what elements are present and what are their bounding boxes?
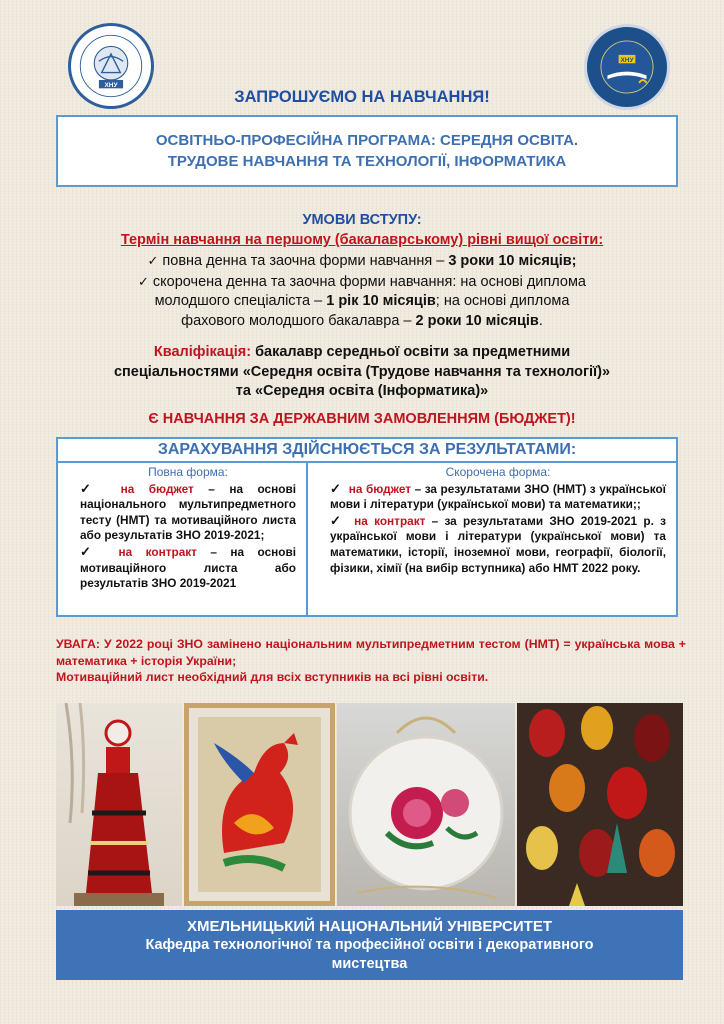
motanka-doll-photo bbox=[56, 703, 182, 906]
right-logo-text: ХНУ bbox=[620, 56, 634, 64]
check-icon: ✓ bbox=[138, 273, 149, 289]
footer-department-line-1: Кафедра технологічної та професійної освіти і декоративного bbox=[145, 936, 594, 953]
term-heading: Термін навчання на першому (бакалаврському) рівні вищої освіти: bbox=[120, 232, 604, 248]
warning-line-1: УВАГА: У 2022 році ЗНО замінено національним мультипредметним тестом (НМТ) = українська мова + математика + історія України; bbox=[56, 637, 686, 668]
footer-university: ХМЕЛЬНИЦЬКИЙ НАЦІОНАЛЬНИЙ УНІВЕРСИТЕТ bbox=[187, 917, 552, 935]
program-line-1: ОСВІТНЬО-ПРОФЕСІЙНА ПРОГРАМА: СЕРЕДНЯ ОСВІТА. bbox=[155, 132, 579, 149]
check-icon: ✓ bbox=[147, 253, 159, 268]
program-line-2: ТРУДОВЕ НАВЧАННЯ ТА ТЕХНОЛОГІЇ, ІНФОРМАТИКА bbox=[167, 153, 567, 170]
enrollment-box bbox=[56, 437, 678, 617]
full-form-heading: Повна форма: bbox=[148, 465, 228, 479]
check-icon: ✓ bbox=[330, 480, 342, 496]
check-icon: ✓ bbox=[80, 543, 102, 559]
conditions-heading: УМОВИ ВСТУПУ: bbox=[302, 212, 422, 228]
embroidered-rooster-photo bbox=[184, 703, 335, 906]
full-form-column bbox=[58, 463, 308, 617]
term-list bbox=[0, 251, 724, 331]
term-item-full: ✓ повна денна та заочна форми навчання – 3 роки 10 місяців; bbox=[147, 253, 577, 269]
short-form-heading: Скорочена форма: bbox=[445, 465, 551, 479]
pysanky-eggs-photo bbox=[517, 703, 683, 906]
warning-line-2: Мотиваційний лист необхідний для всіх вступників на всі рівні освіти. bbox=[56, 670, 489, 684]
term-item-short: ✓ скорочена денна та заочна форми навчання: на основі диплома bbox=[138, 273, 586, 290]
warning-notice bbox=[56, 636, 686, 686]
invite-heading: ЗАПРОШУЄМО НА НАВЧАННЯ! bbox=[234, 88, 490, 106]
full-contract-item: ✓ на контракт – на основі мотиваційного листа або результатів ЗНО 2019-2021 bbox=[80, 543, 296, 591]
short-contract-item: ✓ на контракт – за результатами ЗНО 2019-2021 р. з української мови і літератури (української мови) та математики, історії, іноземної мови, географії, біології, фізики, хімії (на вибір вступника) або НМТ 2022 року. bbox=[330, 512, 666, 575]
qualification: Кваліфікація: бакалавр середньої освіти за предметними спеціальностями «Середня освіта (Трудове навчання та технології)» та «Середня освіта (Інформатика)» bbox=[113, 344, 611, 399]
short-form-column bbox=[308, 463, 676, 617]
budget-notice: Є НАВЧАННЯ ЗА ДЕРЖАВНИМ ЗАМОВЛЕННЯМ (БЮДЖЕТ)! bbox=[148, 411, 576, 427]
embroidered-bag-photo bbox=[337, 703, 515, 906]
check-icon: ✓ bbox=[80, 480, 103, 496]
full-budget-item: ✓ на бюджет – на основі національного мультипредметного тесту (НМТ) та мотиваційного листа або результатів ЗНО 2019-2021; bbox=[80, 480, 296, 543]
footer-banner bbox=[56, 910, 683, 980]
term-item-short-line3: фахового молодшого бакалавра – 2 роки 10 місяців. bbox=[181, 312, 543, 329]
term-item-short-line2: молодшого спеціаліста – 1 рік 10 місяців; на основі диплома bbox=[154, 293, 570, 309]
footer-department-line-2: мистецтва bbox=[331, 955, 408, 972]
enrollment-title: ЗАРАХУВАННЯ ЗДІЙСНЮЄТЬСЯ ЗА РЕЗУЛЬТАТАМИ: bbox=[58, 439, 676, 463]
program-box bbox=[56, 115, 678, 187]
short-budget-item: ✓ на бюджет – за результатами ЗНО (НМТ) з української мови і літератури (української мови) та математики;; bbox=[330, 480, 666, 512]
left-logo-text: ХНУ bbox=[104, 81, 118, 89]
qualification-label: Кваліфікація: bbox=[153, 344, 252, 360]
check-icon: ✓ bbox=[330, 512, 344, 528]
